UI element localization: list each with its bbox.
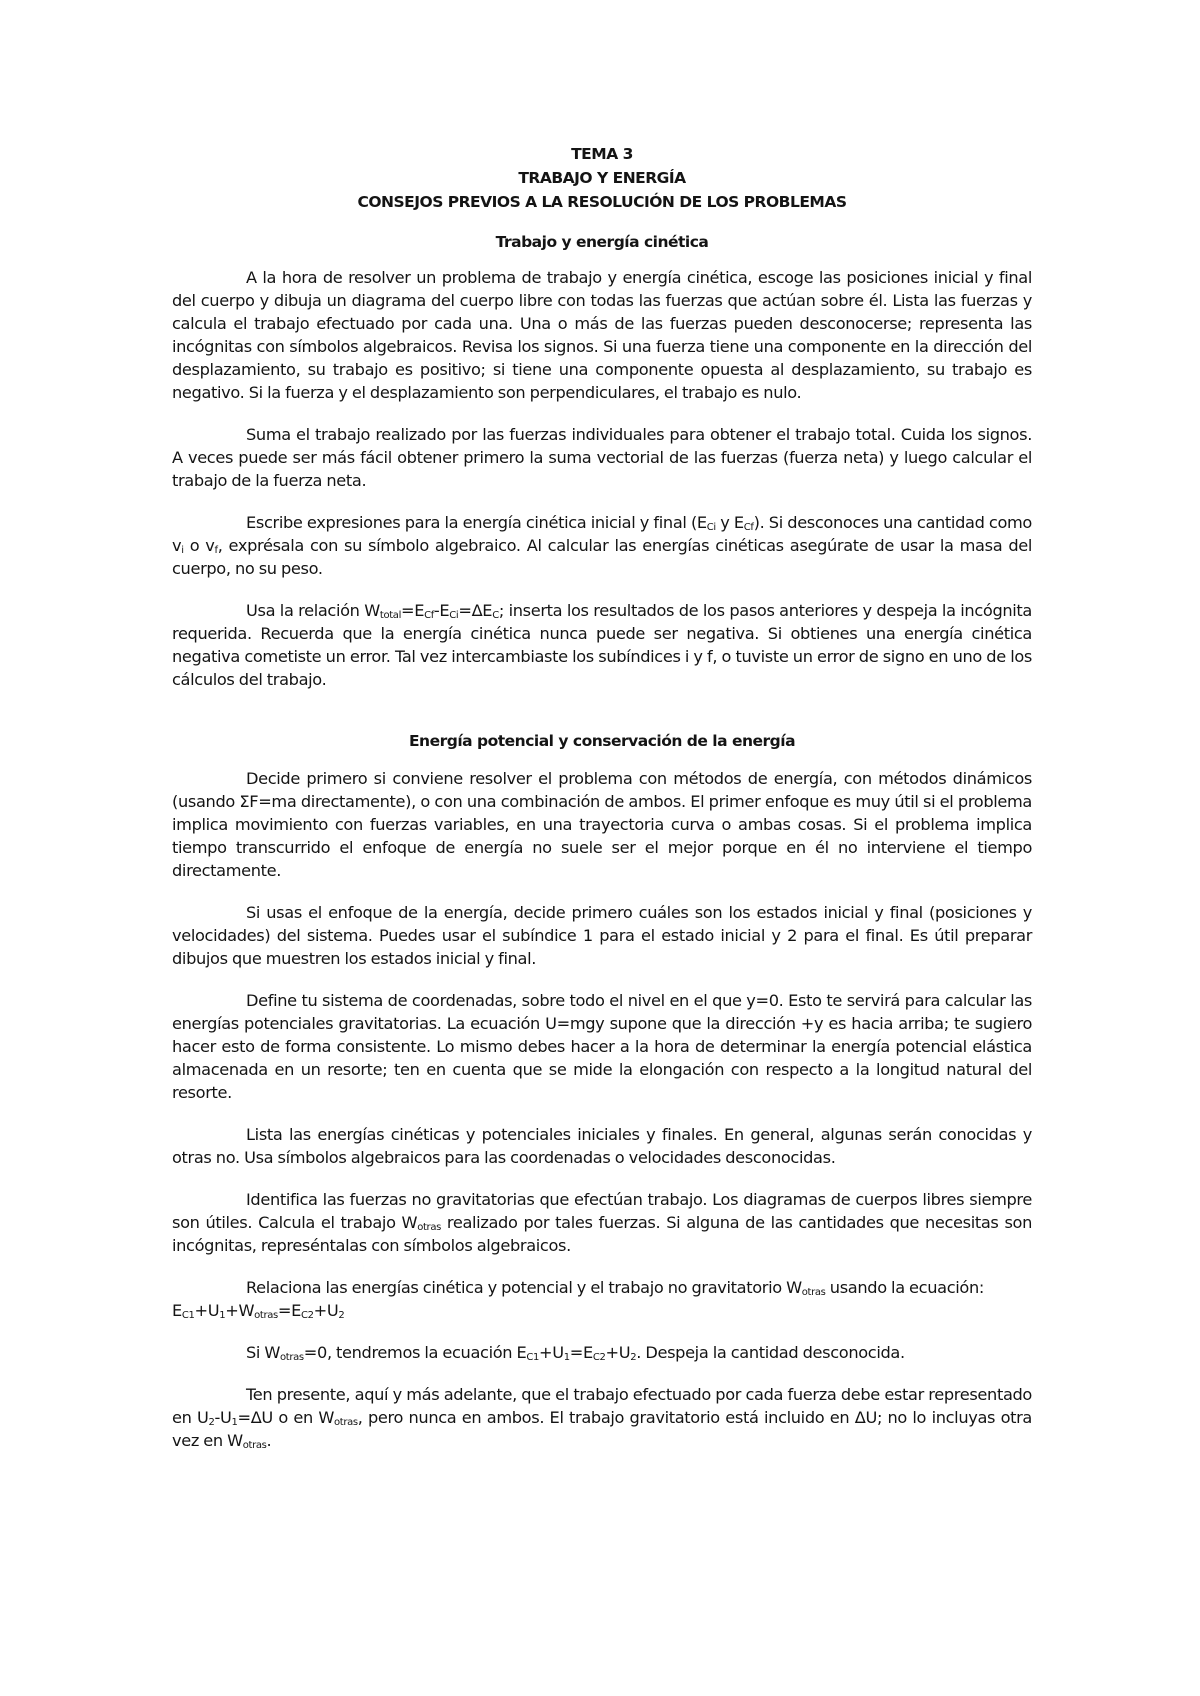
paragraph: Ten presente, aquí y más adelante, que el trabajo efectuado por cada fuerza debe estar representado en $U_2-U_1=\Delta U$ o en $W_{otras}$, pero nunca en ambos. El trabajo gravitatorio está incluido en ΔU; no lo incluyas otra vez en $W_{otras}$.	[172, 1385, 1032, 1451]
section-heading-energia-potencial: Energía potencial y conservación de la energía	[408, 732, 796, 750]
paragraph: Si $W_{otras}=0$, tendremos la ecuación $E_{C1}+U_1=E_{C2}+U_2$. Despeja la cantidad desconocida.	[246, 1343, 905, 1363]
paragraph: Identifica las fuerzas no gravitatorias que efectúan trabajo. Los diagramas de cuerpos libres siempre son útiles. Calcula el trabajo $W_{otras}$ realizado por tales fuerzas. Si alguna de las cantidades que necesitas son incógnitas, represéntalas con símbolos algebraicos.	[172, 1190, 1032, 1255]
paragraph: Decide primero si conviene resolver el problema con métodos de energía, con métodos dinámicos (usando ΣF=ma directamente), o con una combinación de ambos. El primer enfoque es muy útil si el problema implica movimiento con fuerzas variables, en una trayectoria curva o ambas cosas. Si el problema implica tiempo transcurrido el enfoque de energía no suele ser el mejor porque en él no interviene el tiempo directamente.	[172, 769, 1032, 880]
tema-number: TEMA 3	[571, 145, 633, 163]
title-block	[172, 142, 1032, 214]
paragraph: Suma el trabajo realizado por las fuerzas individuales para obtener el trabajo total. Cuida los signos. A veces puede ser más fácil obtener primero la suma vectorial de las fuerzas (fuerza neta) y luego calcular el trabajo de la fuerza neta.	[172, 425, 1032, 490]
paragraph: Relaciona las energías cinética y potencial y el trabajo no gravitatorio $W_{otras}$ usando la ecuación:	[246, 1278, 984, 1298]
paragraph: Lista las energías cinéticas y potenciales iniciales y finales. En general, algunas serán conocidas y otras no. Usa símbolos algebraicos para las coordenadas o velocidades desconocidas.	[172, 1125, 1032, 1167]
paragraph: Usa la relación $W_{total}=E_{Cf}-E_{Ci}=\Delta E_C$; inserta los resultados de los pasos anteriores y despeja la incógnita requerida. Recuerda que la energía cinética nunca puede ser negativa. Si obtienes una energía cinética negativa cometiste un error. Tal vez intercambiaste los subíndices i y f, o tuviste un error de signo en uno de los cálculos del trabajo.	[172, 601, 1032, 689]
section-heading-trabajo: Trabajo y energía cinética	[495, 233, 709, 251]
document-subtitle: CONSEJOS PREVIOS A LA RESOLUCIÓN DE LOS PROBLEMAS	[357, 193, 847, 211]
paragraph: Si usas el enfoque de la energía, decide primero cuáles son los estados inicial y final (posiciones y velocidades) del sistema. Puedes usar el subíndice 1 para el estado inicial y 2 para el final. Es útil preparar dibujos que muestren los estados inicial y final.	[172, 903, 1032, 968]
paragraph: Define tu sistema de coordenadas, sobre todo el nivel en el que y=0. Esto te servirá para calcular las energías potenciales gravitatorias. La ecuación U=mgy supone que la dirección +y es hacia arriba; te sugiero hacer esto de forma consistente. Lo mismo debes hacer a la hora de determinar la energía potencial elástica almacenada en un resorte; ten en cuenta que se mide la elongación con respecto a la longitud natural del resorte.	[172, 991, 1032, 1102]
paragraph: A la hora de resolver un problema de trabajo y energía cinética, escoge las posiciones inicial y final del cuerpo y dibuja un diagrama del cuerpo libre con todas las fuerzas que actúan sobre él. Lista las fuerzas y calcula el trabajo efectuado por cada una. Una o más de las fuerzas pueden desconocerse; representa las incógnitas con símbolos algebraicos. Revisa los signos. Si una fuerza tiene una componente en la dirección del desplazamiento, su trabajo es positivo; si tiene una componente opuesta al desplazamiento, su trabajo es negativo. Si la fuerza y el desplazamiento son perpendiculares, el trabajo es nulo.	[172, 268, 1032, 402]
document-content	[172, 142, 1032, 1452]
document-title: TRABAJO Y ENERGÍA	[518, 169, 686, 187]
paragraph: Escribe expresiones para la energía cinética inicial y final ($E_{Ci}$ y $E_{Cf}$). Si desconoces una cantidad como $v_i$ o $v_f$, exprésala con su símbolo algebraico. Al calcular las energías cinéticas asegúrate de usar la masa del cuerpo, no su peso.	[172, 513, 1032, 578]
equation-energy-conservation: $E_{C1}+U_1+W_{otras}=E_{C2}+U_2$	[172, 1301, 345, 1321]
